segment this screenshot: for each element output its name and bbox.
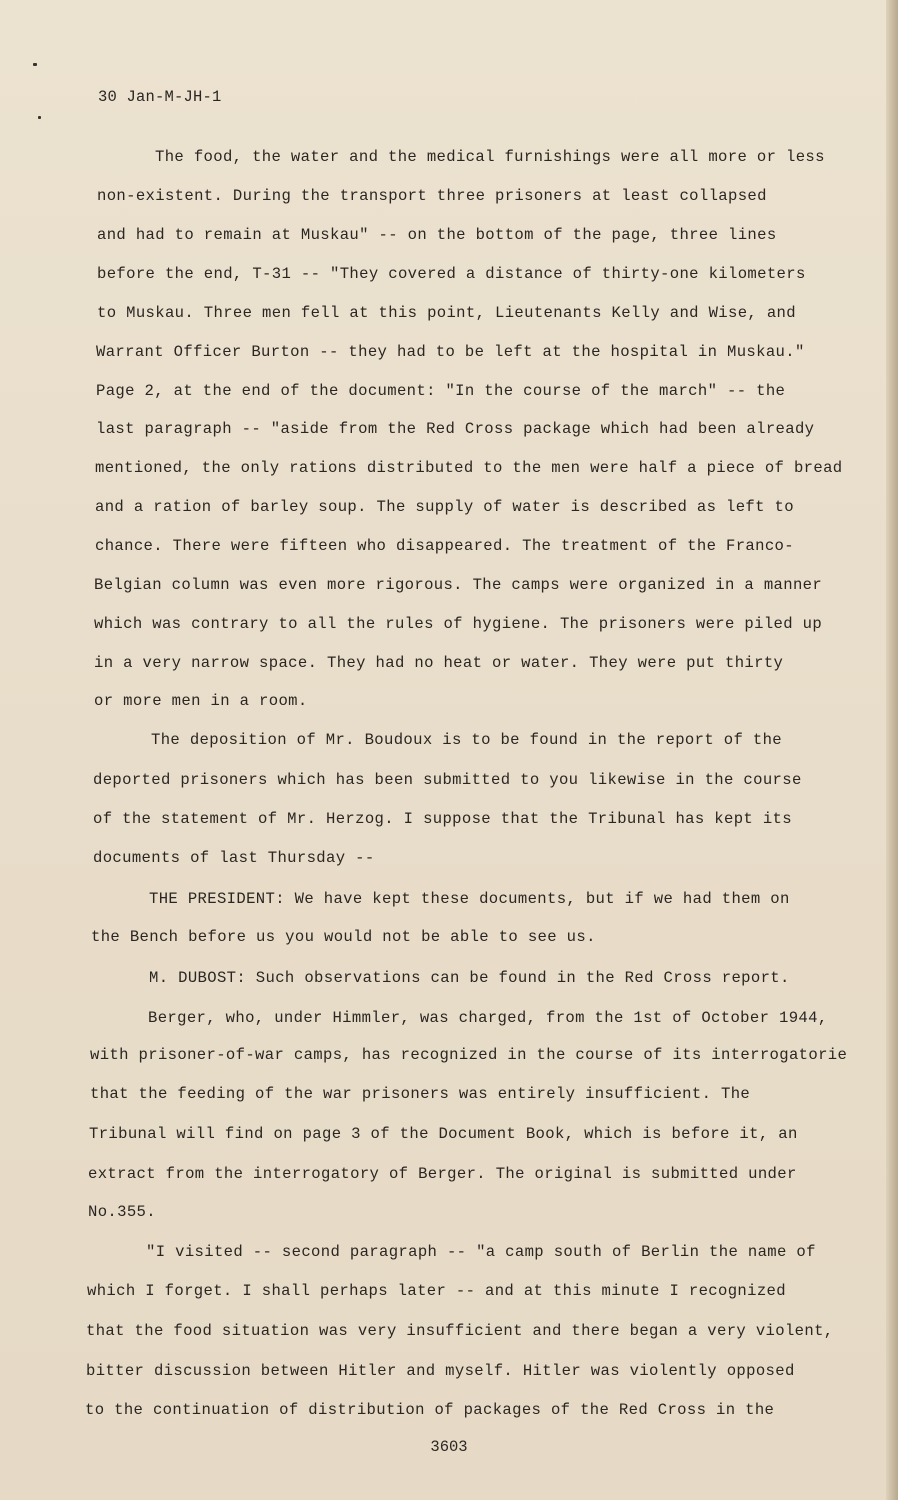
text-line: the Bench before us you would not be able to see us. <box>91 928 596 946</box>
text-line: No.355. <box>88 1203 156 1221</box>
text-line: and a ration of barley soup. The supply of water is described as left to <box>95 498 794 516</box>
document-header: 30 Jan-M-JH-1 <box>98 88 222 106</box>
punch-mark <box>33 63 37 66</box>
page-edge <box>886 0 898 1500</box>
text-line: non-existent. During the transport three prisoners at least collapsed <box>97 187 767 205</box>
text-line: last paragraph -- "aside from the Red Cross package which had been already <box>96 420 815 438</box>
text-line: with prisoner-of-war camps, has recognized in the course of its interrogatorie <box>90 1046 848 1064</box>
text-line: M. DUBOST: Such observations can be found in the Red Cross report. <box>149 969 790 987</box>
text-line: of the statement of Mr. Herzog. I suppose that the Tribunal has kept its <box>93 810 792 828</box>
text-line: Page 2, at the end of the document: "In the course of the march" -- the <box>96 382 786 400</box>
text-line: documents of last Thursday -- <box>93 849 375 867</box>
text-line: to Muskau. Three men fell at this point, Lieutenants Kelly and Wise, and <box>97 304 796 322</box>
text-line: Berger, who, under Himmler, was charged, from the 1st of October 1944, <box>148 1009 828 1027</box>
text-line: before the end, T-31 -- "They covered a distance of thirty-one kilometers <box>97 265 806 283</box>
text-line: that the food situation was very insufficient and there began a very violent, <box>86 1322 834 1340</box>
text-line: "I visited -- second paragraph -- "a camp south of Berlin the name of <box>146 1243 816 1261</box>
text-line: The food, the water and the medical furnishings were all more or less <box>155 148 825 166</box>
text-line: or more men in a room. <box>94 692 308 710</box>
text-line: Warrant Officer Burton -- they had to be left at the hospital in Muskau." <box>96 343 805 361</box>
text-line: Belgian column was even more rigorous. The camps were organized in a manner <box>94 576 823 594</box>
text-line: in a very narrow space. They had no heat or water. They were put thirty <box>94 654 784 672</box>
text-line: that the feeding of the war prisoners was entirely insufficient. The <box>90 1085 751 1103</box>
text-line: Tribunal will find on page 3 of the Document Book, which is before it, an <box>89 1125 798 1143</box>
text-line: THE PRESIDENT: We have kept these documents, but if we had them on <box>149 890 790 908</box>
text-line: The deposition of Mr. Boudoux is to be found in the report of the <box>151 731 783 749</box>
text-line: bitter discussion between Hitler and myself. Hitler was violently opposed <box>86 1362 795 1380</box>
text-line: extract from the interrogatory of Berger. The original is submitted under <box>88 1165 797 1183</box>
punch-mark <box>38 116 41 119</box>
text-line: which I forget. I shall perhaps later -- and at this minute I recognized <box>87 1282 786 1300</box>
text-line: which was contrary to all the rules of hygiene. The prisoners were piled up <box>94 615 823 633</box>
text-line: deported prisoners which has been submitted to you likewise in the course <box>93 771 802 789</box>
page-number: 3603 <box>430 1438 468 1456</box>
text-line: and had to remain at Muskau" -- on the bottom of the page, three lines <box>97 226 777 244</box>
text-line: mentioned, the only rations distributed to the men were half a piece of bread <box>95 459 843 477</box>
text-line: to the continuation of distribution of packages of the Red Cross in the <box>85 1401 775 1419</box>
text-line: chance. There were fifteen who disappeared. The treatment of the Franco- <box>95 537 794 555</box>
